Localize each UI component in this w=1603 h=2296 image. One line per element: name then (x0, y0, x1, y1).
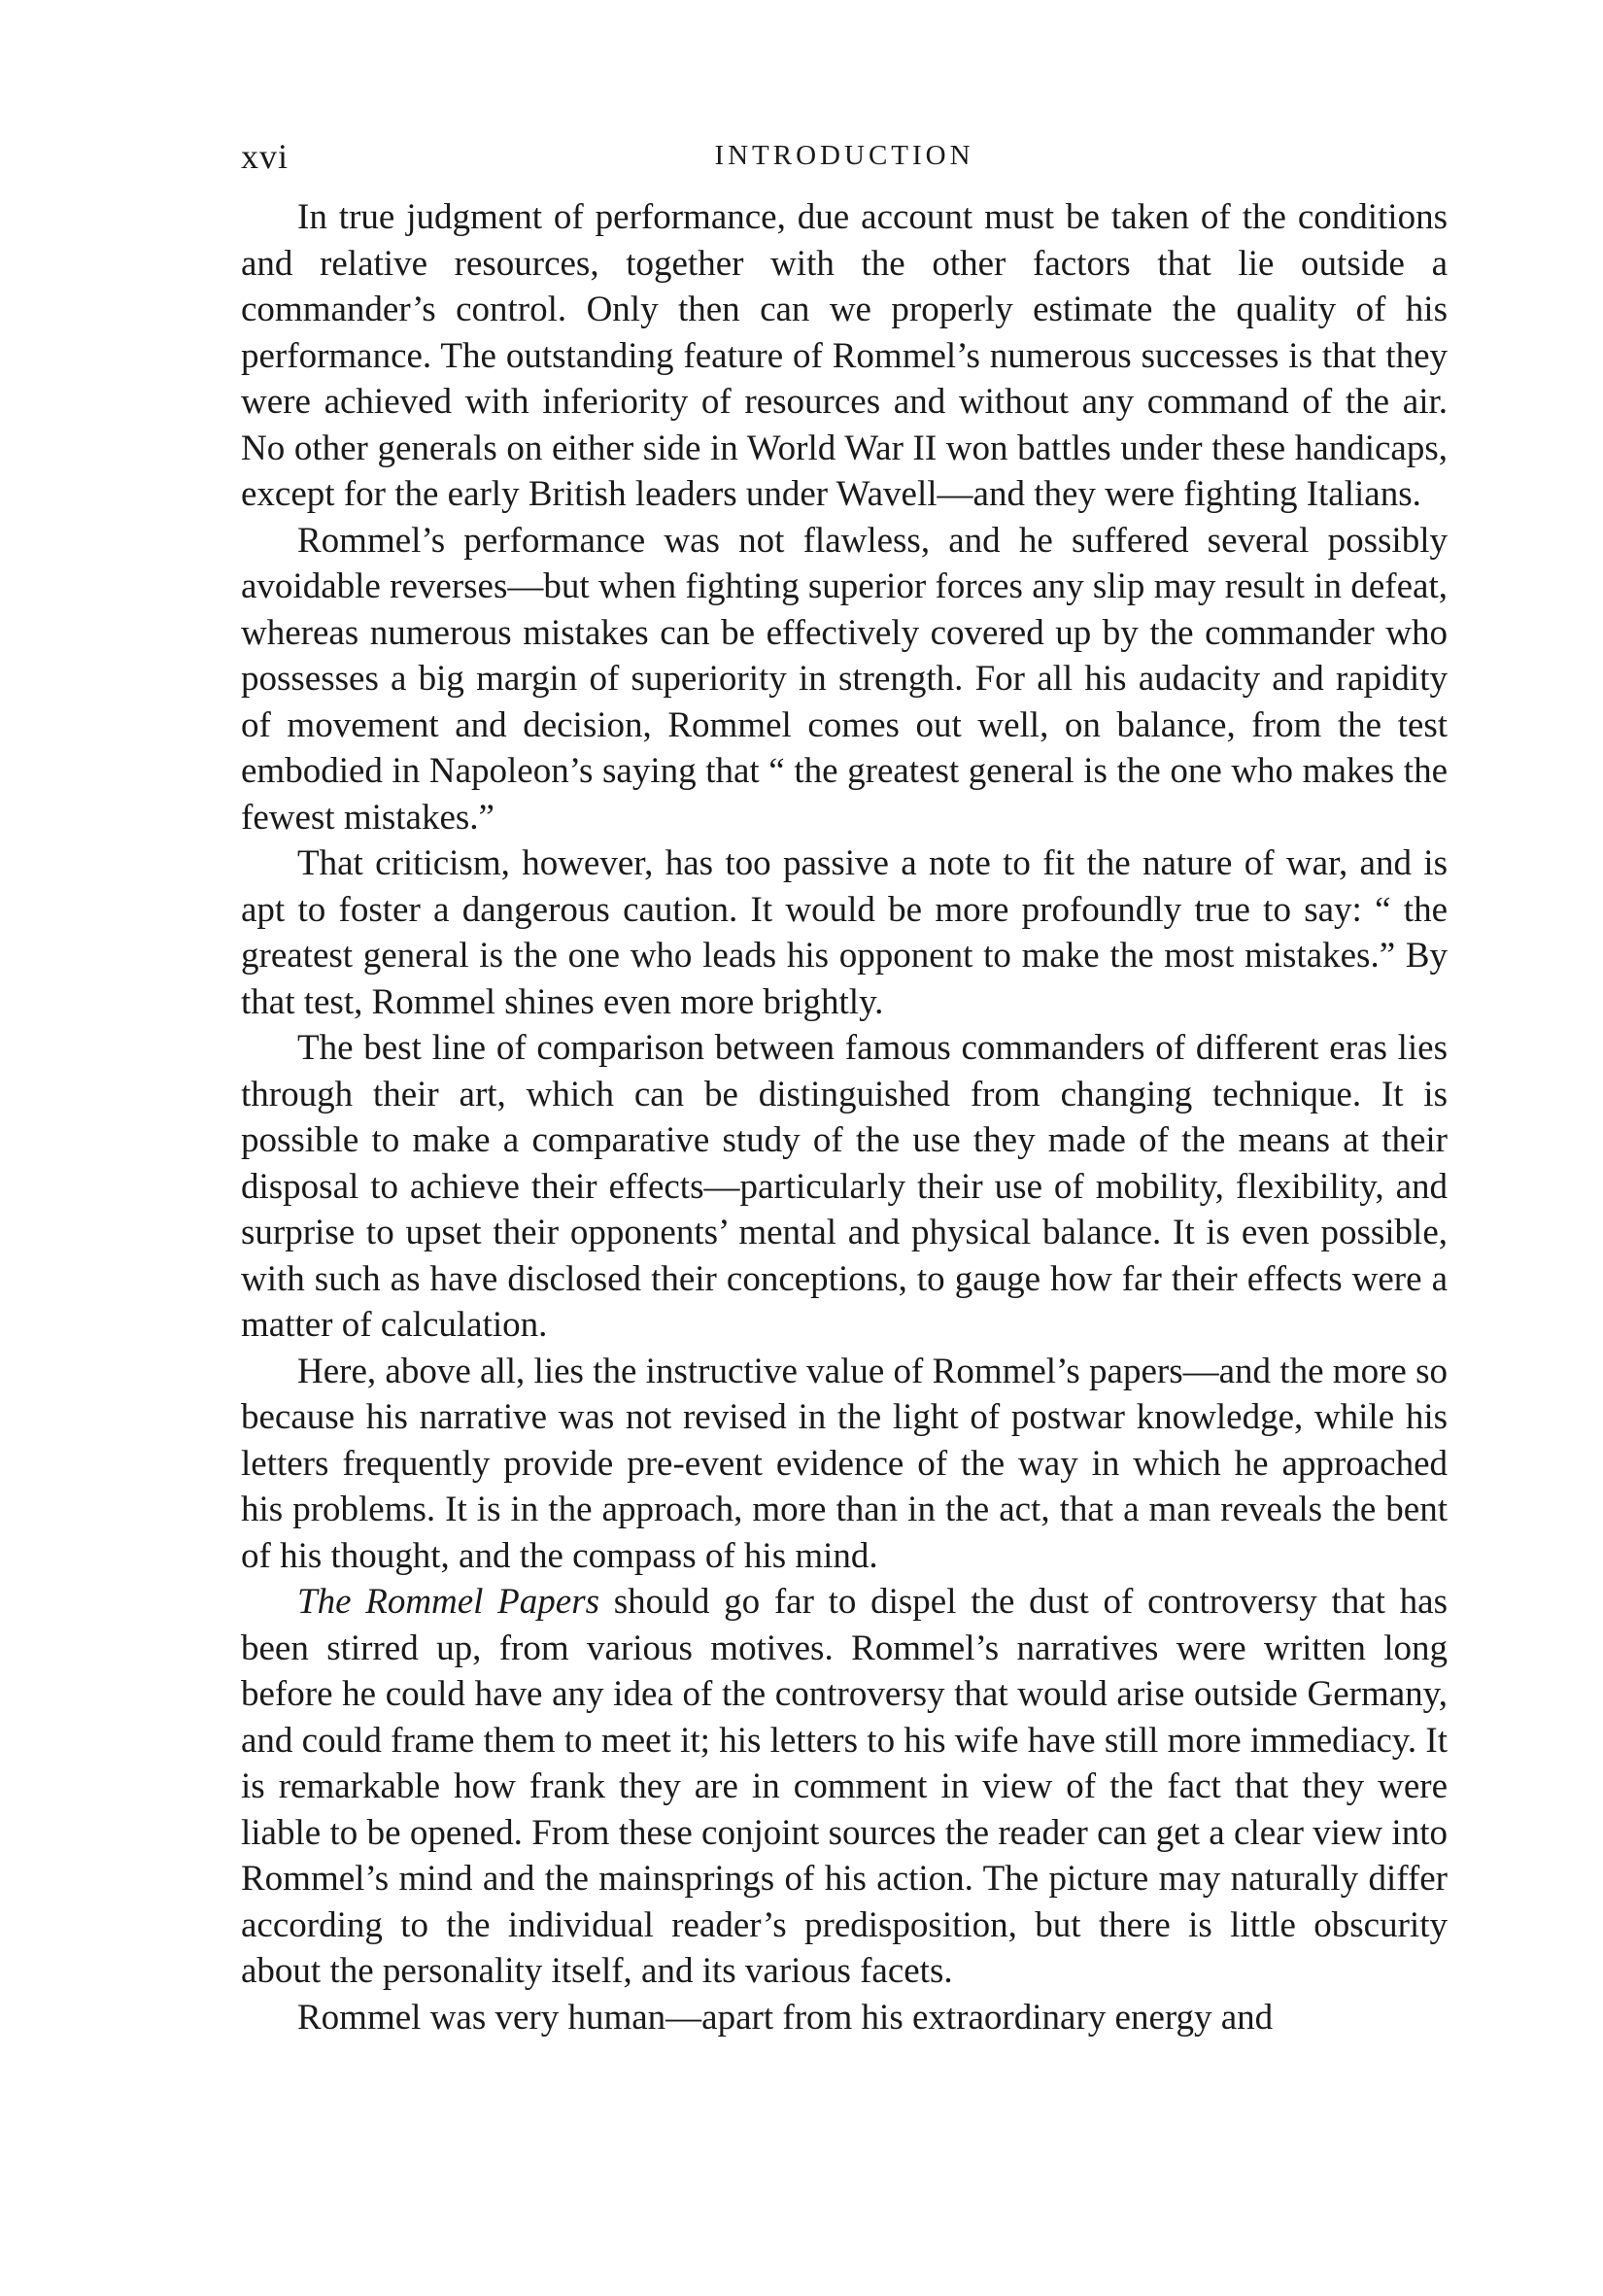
book-title-italic: The Rommel Papers (297, 1582, 600, 1622)
page-number: xvi (241, 137, 290, 176)
paragraph-rommel-papers (241, 1579, 1448, 1995)
running-head (241, 136, 1448, 181)
paragraph-criticism-passive-note: That criticism, however, has too passive a note to fit the nature of war, and is apt to foster a dangerous caution. It would be more profoundly true to say: “ the greatest general is the one who leads his opponent to make the most mistakes.” By that test, Rommel shines even more brightly. (241, 843, 1448, 1022)
paragraph-instructive-value: Here, above all, lies the instructive value of Rommel’s papers—and the more so because his narrative was not revised in the light of postwar knowledge, while his letters frequently provide pre-event evidence of the way in which he approached his problems. It is in the approach, more than in the act, that a man reveals the bent of his thought, and the compass of his mind. (241, 1351, 1448, 1576)
section-title: INTRODUCTION (714, 140, 974, 171)
paragraph-rommel-very-human: Rommel was very human—apart from his extraordinary energy and (297, 1997, 1274, 2038)
paragraph-judgment-of-performance: In true judgment of performance, due account must be taken of the conditions and relative resources, together with the other factors that lie outside a commander’s control. Only then can we properly estimate the quality of his performance. The outstanding feature of Rommel’s numerous successes is that they were achieved with inferiority of resources and without any command of the air. No other generals on either side in World War II won battles under these handicaps, except for the early British leaders under Wavell—and they were fighting Italians. (241, 197, 1448, 514)
book-page (241, 136, 1448, 2040)
paragraph-comparison-of-commanders: The best line of comparison between famous commanders of different eras lies through their art, which can be distinguished from changing technique. It is possible to make a comparative study of the use they made of the means at their disposal to achieve their effects—particularly their use of mobility, flexibility, and surprise to upset their opponents’ mental and physical balance. It is even possible, with such as have disclosed their conceptions, to gauge how far their effects were a matter of calculation. (241, 1028, 1448, 1345)
paragraph-rommel-papers-text: should go far to dispel the dust of controversy that has been stirred up, from various motives. Rommel’s narratives were written long before he could have any idea of the controversy that would arise outside Germany, and could frame them to meet it; his letters to his wife have still more immediacy. It is remarkable how frank they are in comment in view of the fact that they were liable to be opened. From these conjoint sources the reader can get a clear view into Rommel’s mind and the mainsprings of his action. The picture may naturally differ according to the individual reader’s predisposition, but there is little obscurity about the personality itself, and its various facets. (241, 1582, 1448, 1991)
paragraph-performance-not-flawless: Rommel’s performance was not flawless, and he suffered several possibly avoidable reverses—but when fighting superior forces any slip may result in defeat, whereas numerous mistakes can be effectively covered up by the commander who possesses a big margin of superiority in strength. For all his audacity and rapidity of movement and decision, Rommel comes out well, on balance, from the test embodied in Napoleon’s saying that “ the greatest general is the one who makes the fewest mistakes.” (241, 520, 1448, 838)
